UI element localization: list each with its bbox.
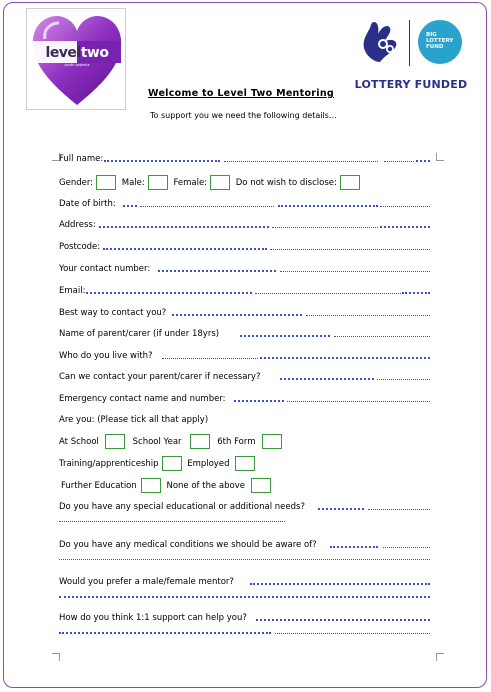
- contact-number-label: Your contact number:: [59, 264, 151, 274]
- emergency-dots: [287, 399, 430, 402]
- mentor-pref-input[interactable]: [59, 594, 430, 598]
- contact-parent-label: Can we contact your parent/carer if necessary?: [59, 372, 261, 382]
- gender-checkbox[interactable]: [96, 175, 116, 190]
- male-checkbox[interactable]: [148, 175, 168, 190]
- email-input[interactable]: [402, 290, 430, 294]
- full-name-input[interactable]: [104, 158, 220, 162]
- special-needs-dots: [59, 519, 285, 522]
- brand-tagline: youth projects: [64, 63, 90, 67]
- best-way-label: Best way to contact you?: [59, 308, 167, 318]
- medical-input[interactable]: [330, 544, 378, 548]
- special-needs-input[interactable]: [318, 506, 364, 510]
- postcode-label: Postcode:: [59, 242, 101, 252]
- live-with-input[interactable]: [260, 355, 430, 359]
- medical-label: Do you have any medical conditions we should be aware of?: [59, 540, 317, 550]
- contact-number-input[interactable]: [158, 268, 276, 272]
- big-lottery-line: BIG: [426, 32, 437, 38]
- dob-input[interactable]: [278, 203, 378, 207]
- gender-label: Gender:: [59, 177, 94, 188]
- logo-divider: [409, 20, 410, 66]
- school-year-checkbox[interactable]: [190, 434, 210, 449]
- parent-name-label: Name of parent/carer (if under 18yrs): [59, 329, 220, 339]
- school-row: [59, 434, 285, 448]
- email-label: Email:: [59, 286, 86, 296]
- big-lottery-line: FUND: [426, 44, 444, 50]
- sixth-form-label: 6th Form: [217, 436, 256, 447]
- none-above-label: None of the above: [166, 480, 245, 491]
- mentor-pref-label: Would you prefer a male/female mentor?: [59, 577, 234, 587]
- further-education-checkbox[interactable]: [141, 478, 161, 493]
- sixth-form-checkbox[interactable]: [262, 434, 282, 449]
- dob-label: Date of birth:: [59, 199, 116, 209]
- address-input[interactable]: [380, 224, 430, 228]
- contact-parent-dots: [377, 377, 430, 380]
- employed-checkbox[interactable]: [235, 456, 255, 471]
- brand-two: two: [80, 45, 109, 61]
- none-above-checkbox[interactable]: [251, 478, 271, 493]
- intro-text: To support you we need the following details…: [150, 111, 337, 120]
- not-disclose-label: Do not wish to disclose:: [235, 177, 337, 188]
- at-school-label: At School: [59, 436, 99, 447]
- contact-number-dots: [280, 269, 430, 272]
- emergency-input[interactable]: [234, 398, 284, 402]
- full-name-label: Full name:: [59, 154, 104, 164]
- dob-dots: [380, 204, 430, 207]
- support-help-input[interactable]: [59, 630, 271, 634]
- support-help-dots: [275, 631, 430, 634]
- special-needs-dots: [368, 507, 430, 510]
- brand-wordmark: [27, 45, 127, 61]
- parent-name-input[interactable]: [240, 333, 330, 337]
- address-label: Address:: [59, 220, 96, 230]
- address-dots: [272, 225, 378, 228]
- male-label: Male:: [121, 177, 145, 188]
- crop-mark: [436, 153, 444, 161]
- gender-row: [59, 175, 363, 189]
- lottery-funded-label: LOTTERY FUNDED: [354, 78, 468, 91]
- training-row: [59, 456, 258, 470]
- support-help-input[interactable]: [256, 617, 430, 621]
- not-disclose-checkbox[interactable]: [340, 175, 360, 190]
- postcode-input[interactable]: [103, 246, 267, 250]
- parent-name-dots: [334, 334, 430, 337]
- medical-dots: [383, 545, 430, 548]
- lottery-funded-logo: [352, 14, 470, 94]
- crossed-fingers-icon: [356, 18, 406, 68]
- further-education-row: [61, 478, 274, 492]
- crop-mark: [436, 653, 444, 661]
- best-way-dots: [306, 313, 430, 316]
- page-title: Welcome to Level Two Mentoring: [148, 88, 334, 99]
- special-needs-label: Do you have any special educational or additional needs?: [59, 502, 305, 512]
- full-name-input[interactable]: [416, 158, 430, 162]
- full-name-dots: [224, 159, 378, 162]
- postcode-dots: [270, 247, 430, 250]
- emergency-label: Emergency contact name and number:: [59, 394, 226, 404]
- email-input[interactable]: [86, 290, 252, 294]
- live-with-label: Who do you live with?: [59, 351, 153, 361]
- big-lottery-fund-badge: [418, 20, 462, 64]
- full-name-dots: [384, 159, 414, 162]
- brand-level: level: [45, 45, 81, 61]
- crop-mark: [52, 653, 60, 661]
- are-you-label: Are you: (Please tick all that apply): [59, 415, 209, 425]
- training-label: Training/apprenticeship: [59, 458, 159, 469]
- dob-dots: [140, 204, 274, 207]
- mentor-pref-input[interactable]: [250, 581, 430, 585]
- employed-label: Employed: [187, 458, 230, 469]
- address-input[interactable]: [99, 224, 269, 228]
- email-dots: [255, 291, 401, 294]
- female-label: Female:: [173, 177, 208, 188]
- support-help-label: How do you think 1:1 support can help you?: [59, 613, 247, 623]
- big-lottery-line: LOTTERY: [426, 38, 454, 44]
- medical-dots: [59, 557, 430, 560]
- at-school-checkbox[interactable]: [105, 434, 125, 449]
- training-checkbox[interactable]: [162, 456, 182, 471]
- live-with-dots: [162, 356, 258, 359]
- level-two-logo: [26, 8, 126, 110]
- female-checkbox[interactable]: [210, 175, 230, 190]
- school-year-label: School Year: [132, 436, 182, 447]
- dob-input[interactable]: [123, 203, 137, 207]
- best-way-input[interactable]: [172, 312, 302, 316]
- further-education-label: Further Education: [61, 480, 137, 491]
- contact-parent-input[interactable]: [280, 376, 374, 380]
